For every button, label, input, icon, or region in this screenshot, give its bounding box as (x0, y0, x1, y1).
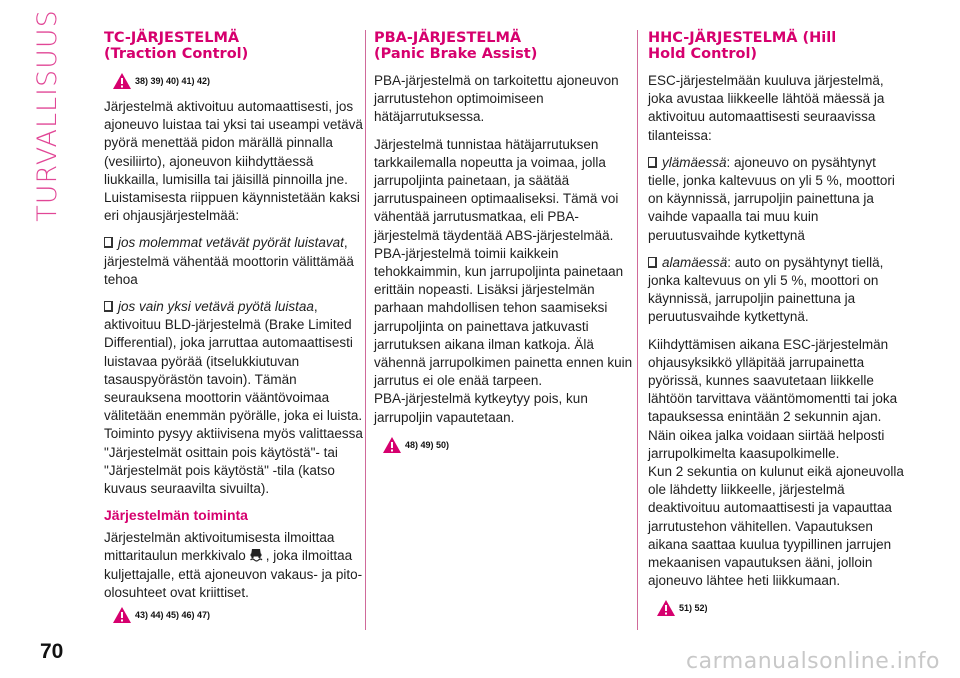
hhc-column (648, 30, 908, 625)
tc-case2-text: , aktivoituu BLD-järjestelmä (Brake Limited Differential), joka jarruttaa automaattisesti luistavaa pyörää (itselukkiutuvan tasauspyörästön tavoin). Tämän seurauksena moottorin vääntövoimaa välitetään enemmän pyörälle, joka ei luista. Toiminto pysyy aktiivisena myös valittaessa "Järjestelmät osittain pois käytöstä"- tai "Järjestelmät pois käytöstä" -tila (katso kuvaus seuraavilta sivuilta). (104, 299, 363, 497)
pba-heading-line2: (Panic Brake Assist) (374, 46, 538, 62)
hhc-paragraph-2: Kiihdyttämisen aikana ESC-järjestelmän ohjausyksikkö ylläpitää jarrupainetta pyörissä, kunnes saavutetaan liikkelle lähtöön tarvittava vääntömomentti tai joka tapauksessa enintään 2 sekunnin ajan. Näin oikea jalka voidaan siirtää helposti jarrupolkimelta kaasupolkimelle. (648, 336, 898, 461)
pba-paragraph-1: PBA-järjestelmä on tarkoitettu ajoneuvon jarrutustehon optimoimiseen hätäjarrutuksessa. (374, 73, 619, 125)
tc-case1-text: , järjestelmä vähentää moottorin välittämää tehoa (104, 235, 354, 287)
tc-case-both-wheels (104, 234, 364, 289)
pba-warning-refs (382, 436, 634, 454)
watermark: carmanualsonline.info (686, 649, 940, 674)
pba-paragraph-4: PBA-järjestelmä kytkeytyy pois, kun jarrupoljin vapautetaan. (374, 391, 588, 425)
tc-warning-refs-top (112, 72, 364, 90)
warning-refs-text: 43) 44) 45) 46) 47) (135, 610, 211, 621)
pba-heading (374, 30, 634, 62)
tc-warning-refs-bottom (112, 606, 364, 624)
warning-refs-text: 48) 49) 50) (405, 439, 450, 450)
warning-refs-text: 51) 52) (679, 603, 708, 614)
pba-heading-line1: PBA-JÄRJESTELMÄ (374, 30, 522, 46)
hhc-case2-emphasis: alamäessä (662, 254, 728, 270)
hhc-case1-emphasis: ylämäessä (662, 154, 727, 170)
page-number: 70 (40, 640, 64, 663)
hhc-warning-refs (656, 599, 908, 617)
tc-operation-text-start: Järjestelmän aktivoitumisesta ilmoittaa mittaritaulun merkkivalo (104, 530, 335, 564)
tc-case1-emphasis: jos molemmat vetävät pyörät luistavat (118, 235, 344, 251)
tc-operation-text-end: , joka ilmoittaa kuljettajalle, että ajoneuvon vakaus- ja pito-olosuhteet ovat kriittiset. (104, 548, 363, 600)
tc-operation-text (104, 529, 364, 602)
warning-icon (112, 606, 132, 624)
section-side-label (24, 8, 70, 222)
section-side-label-text: TURVALLISUUS (31, 8, 63, 222)
warning-icon (656, 599, 676, 617)
tc-heading (104, 30, 364, 62)
hhc-case2-text: : auto on pysähtynyt tiellä, jonka kaltevuus on yli 5 %, moottori on käynnissä, jarrupoljin painettuna ja peruutusvaihde kytkettynä. (648, 254, 884, 325)
checkbox-bullet-icon (104, 301, 113, 312)
tc-case-one-wheel (104, 298, 364, 498)
esc-warning-light-icon (248, 547, 264, 563)
checkbox-bullet-icon (648, 157, 657, 168)
hhc-case-downhill (648, 254, 908, 327)
pba-column (374, 30, 634, 462)
hhc-case-uphill (648, 154, 908, 245)
tc-heading-line2: (Traction Control) (104, 46, 249, 62)
tc-column (104, 30, 364, 632)
hhc-paragraph-3: Kun 2 sekuntia on kulunut eikä ajoneuvolla ole lähdetty liikkeelle, järjestelmä deaktivoituu automaattisesti ja vapauttaa jarrutustehon vähitellen. Vapautuksen aikana saattaa kuulua tyypillinen jarrujen mekaanisen vapautuksen ääni, jolloin ajoneuvo lähtee heti liikkumaan. (648, 464, 904, 589)
tc-heading-line1: TC-JÄRJESTELMÄ (104, 30, 240, 46)
hhc-paragraph-1: ESC-järjestelmään kuuluva järjestelmä, joka avustaa liikkeelle lähtöä mäessä ja aktivoituu automaattisesti seuraavissa tilanteissa: (648, 73, 885, 143)
hhc-heading-line2: Hold Control) (648, 46, 758, 62)
hhc-case1-text: : ajoneuvo on pysähtynyt tielle, jonka kaltevuus on yli 5 %, moottori on käynnissä, jarrupoljin painettuna ja vaihde vapaalla tai muu kuin peruutusvaihde kytkettynä (648, 154, 895, 243)
tc-operation-subheading: Järjestelmän toiminta (104, 507, 248, 524)
warning-icon (382, 436, 402, 454)
warning-icon (112, 72, 132, 90)
hhc-heading-line1: HHC-JÄRJESTELMÄ (Hill (648, 30, 837, 46)
pba-paragraph-3: PBA-järjestelmä toimii kaikkein tehokkaimmin, kun jarrupoljinta painetaan erittäin nopeasti. Lisäksi järjestelmän parhaan mahdollisen tehon saamiseksi jarrupoljinta on painettava jatkuvasti jarrutuksen aikana ilman katkoja. Älä vähennä jarrupolkimen painetta ennen kuin jarrutus ei ole enää tarpeen. (374, 245, 633, 389)
checkbox-bullet-icon (648, 257, 657, 268)
column-divider (365, 30, 366, 630)
checkbox-bullet-icon (104, 237, 113, 248)
tc-intro: Järjestelmä aktivoituu automaattisesti, jos ajoneuvo luistaa tai yksi tai useampi vetävä pyörä menettää pidon märällä pinnalla (vesiliirto), ajoneuvon kiihdyttäessä liukkailla, lumisilla tai jäisillä pinnoilla jne. Luistamisesta riippuen käynnistetään kaksi eri ohjausjärjestelmää: (104, 99, 363, 224)
column-divider (637, 30, 638, 630)
pba-paragraph-2: Järjestelmä tunnistaa hätäjarrutuksen tarkkailemalla nopeutta ja voimaa, jolla jarrupoljinta painetaan, ja säätää jarrutuspaineen optimaaliseksi. Tämä voi vähentää jarrutusmatkaa, eli PBA-järjestelmä täydentää ABS-järjestelmää. (374, 136, 619, 243)
warning-refs-text: 38) 39) 40) 41) 42) (135, 76, 211, 86)
tc-case2-emphasis: jos vain yksi vetävä pyötä luistaa (118, 299, 314, 315)
hhc-heading (648, 30, 908, 62)
